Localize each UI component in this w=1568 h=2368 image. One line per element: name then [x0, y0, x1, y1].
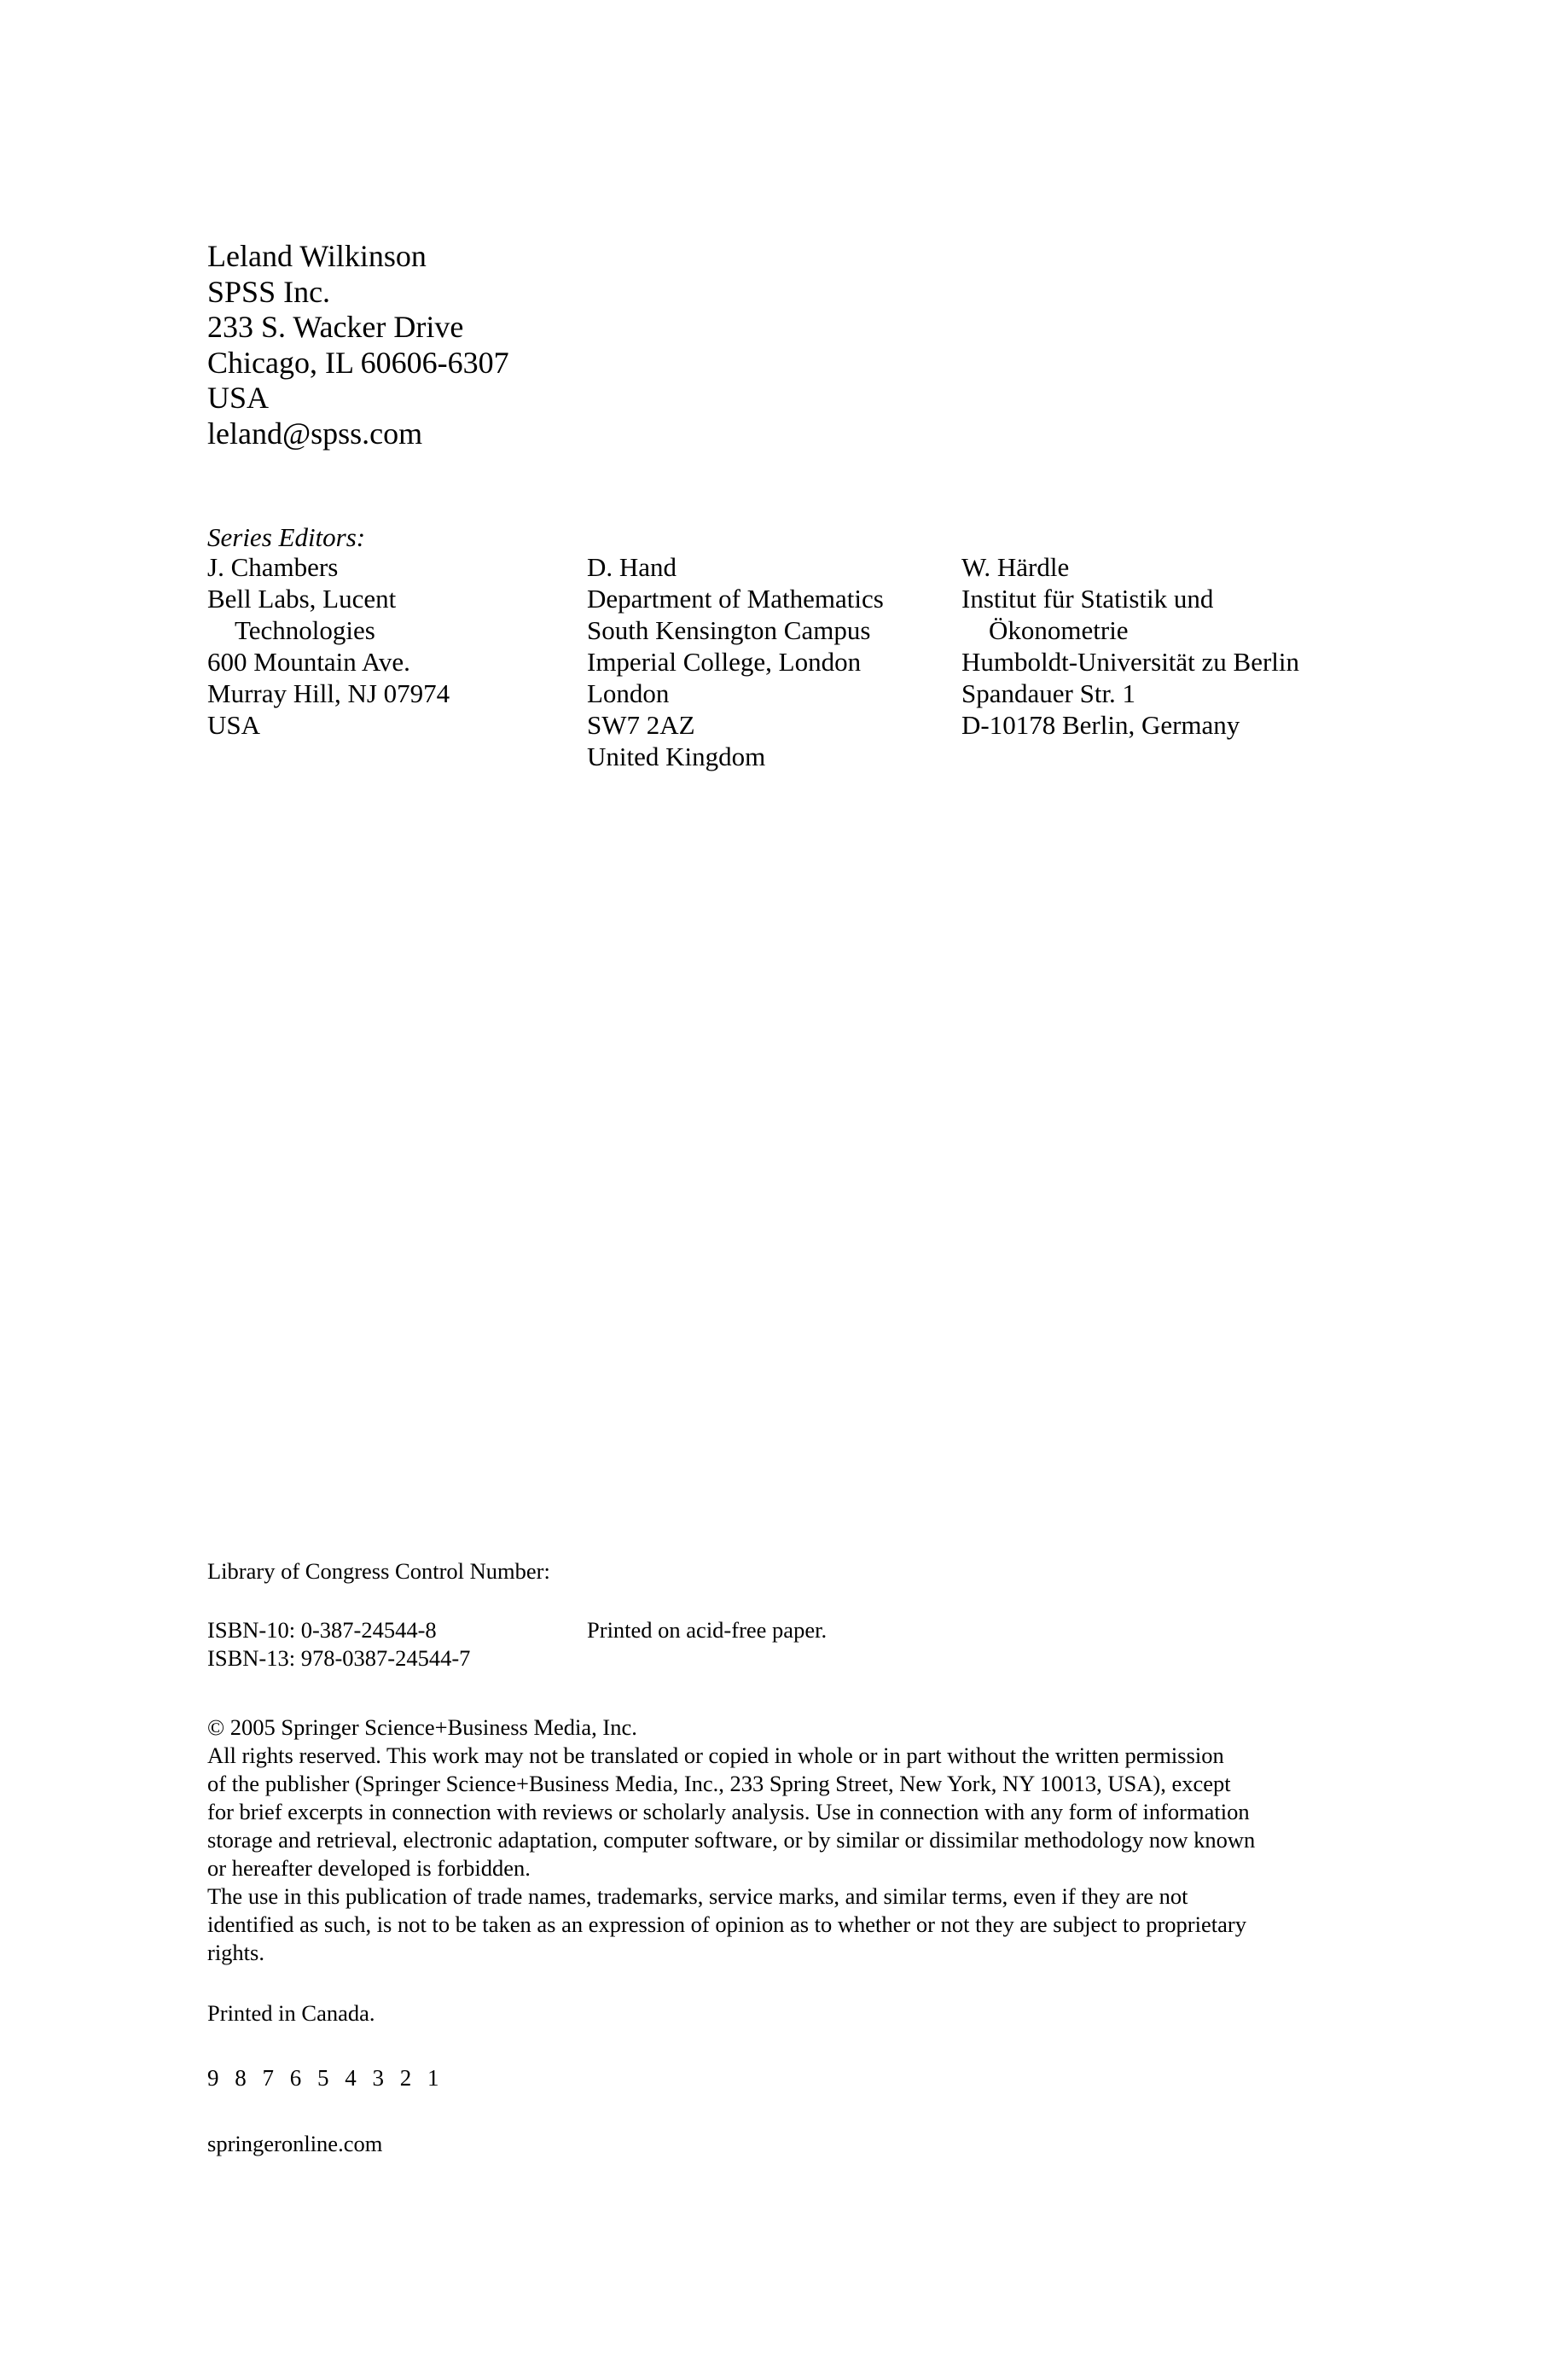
lccn-label: Library of Congress Control Number:: [207, 1558, 550, 1584]
editor-line: Murray Hill, NJ 07974: [207, 678, 450, 708]
rights-line: All rights reserved. This work may not be translated or copied in whole or in part without the written permission: [207, 1743, 1224, 1768]
editor-line: Ökonometrie: [989, 615, 1129, 645]
publisher-website: springeronline.com: [207, 2131, 383, 2156]
editor-line: United Kingdom: [587, 742, 766, 771]
editor-line: Technologies: [235, 615, 375, 645]
editor-line: D-10178 Berlin, Germany: [961, 710, 1240, 740]
rights-line: for brief excerpts in connection with reviews or scholarly analysis. Use in connection with any form of information: [207, 1799, 1250, 1824]
editor-chambers: [207, 551, 450, 741]
trademark-line: identified as such, is not to be taken as an expression of opinion as to whether or not they are subject to proprietary: [207, 1911, 1246, 1937]
printed-in: Printed in Canada.: [207, 2000, 375, 2026]
editor-hand: [587, 551, 884, 772]
editor-line: J. Chambers: [207, 552, 339, 582]
editor-line: USA: [207, 710, 261, 740]
editor-line: Imperial College, London: [587, 647, 862, 677]
author-city: Chicago, IL 60606-6307: [207, 345, 509, 380]
editor-line: W. Härdle: [961, 552, 1070, 582]
isbn-10: ISBN-10: 0-387-24544-8: [207, 1617, 437, 1643]
editor-line: 600 Mountain Ave.: [207, 647, 410, 677]
author-company: SPSS Inc.: [207, 274, 331, 309]
editor-line: London: [587, 678, 670, 708]
author-address-block: [207, 239, 509, 451]
editor-haerdle: [961, 551, 1299, 741]
editor-line: Humboldt-Universität zu Berlin: [961, 647, 1300, 677]
rights-line: of the publisher (Springer Science+Business Media, Inc., 233 Spring Street, New York, NY 10013, USA), except: [207, 1771, 1231, 1796]
acid-free-note: Printed on acid-free paper.: [587, 1617, 828, 1643]
editor-line: Bell Labs, Lucent: [207, 584, 397, 614]
author-name: Leland Wilkinson: [207, 239, 427, 273]
isbn-block: [207, 1616, 470, 1673]
author-street: 233 S. Wacker Drive: [207, 310, 464, 344]
editor-line: Institut für Statistik und: [961, 584, 1214, 614]
trademark-line: The use in this publication of trade names, trademarks, service marks, and similar terms, even if they are not: [207, 1883, 1188, 1909]
series-editors-label: Series Editors:: [207, 522, 366, 552]
editor-line: D. Hand: [587, 552, 677, 582]
printing-number-line: 9 8 7 6 5 4 3 2 1: [207, 2065, 444, 2091]
trademark-line: rights.: [207, 1940, 264, 1965]
editor-line: Department of Mathematics: [587, 584, 884, 614]
isbn-13: ISBN-13: 978-0387-24544-7: [207, 1645, 471, 1671]
author-country: USA: [207, 381, 270, 415]
editor-line: South Kensington Campus: [587, 615, 871, 645]
rights-line: or hereafter developed is forbidden.: [207, 1855, 531, 1881]
rights-line: storage and retrieval, electronic adaptation, computer software, or by similar or dissimilar methodology now known: [207, 1827, 1256, 1853]
editor-line: SW7 2AZ: [587, 710, 695, 740]
copyright-block: [207, 1713, 1350, 1967]
editor-line: Spandauer Str. 1: [961, 678, 1136, 708]
author-email: leland@spss.com: [207, 416, 423, 451]
copyright-line: © 2005 Springer Science+Business Media, Inc.: [207, 1714, 637, 1740]
